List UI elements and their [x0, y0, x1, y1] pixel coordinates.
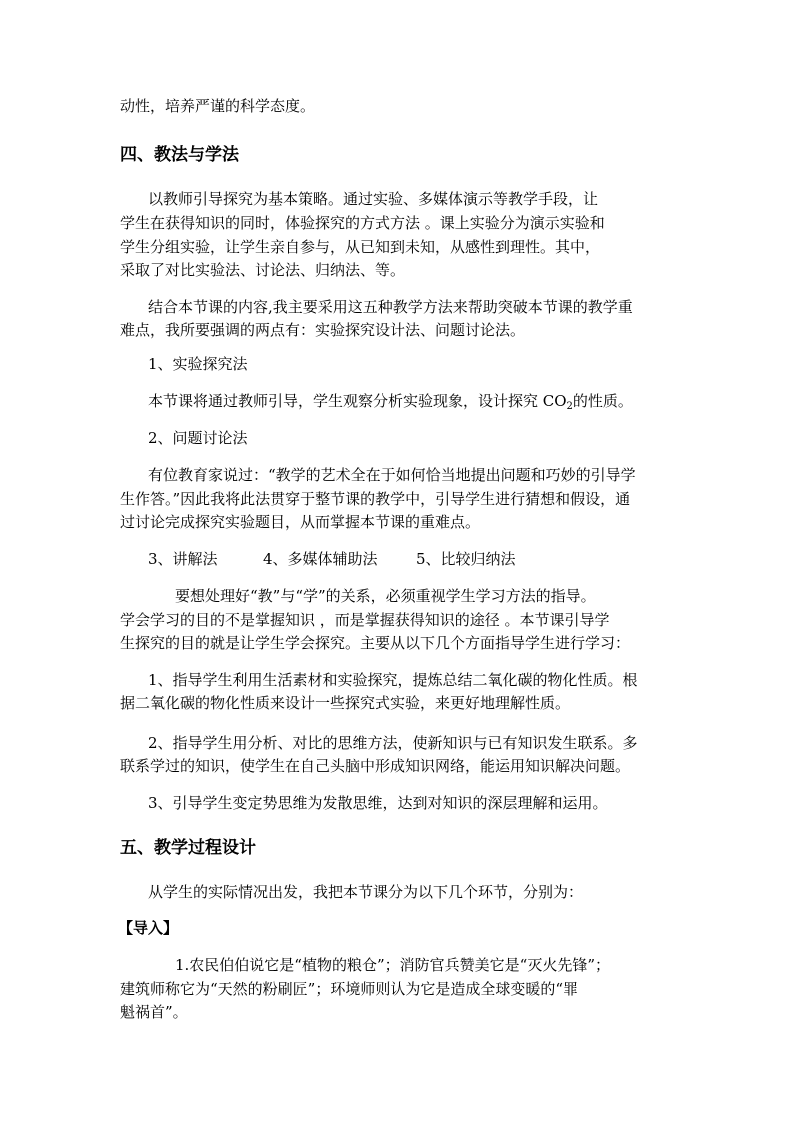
- text-line: 1、指导学生利用生活素材和实验探究，提炼总结二氧化碳的物化性质。根: [148, 671, 638, 689]
- text-line: 学生在获得知识的同时，体验探究的方式方法 。课上实验分为演示实验和: [120, 214, 605, 232]
- section-5-intro: 从学生的实际情况出发，我把本节课分为以下几个环节，分别为：: [148, 883, 584, 901]
- text-line: 生探究的目的就是让学生学会探究。主要从以下几个方面指导学生进行学习：: [120, 634, 631, 652]
- text-line: 魁祸首”。: [120, 1003, 188, 1021]
- text-line: 难点，我所要强调的两点有：实验探究设计法、问题讨论法。: [120, 321, 526, 339]
- text-line: 学生分组实验，让学生亲自参与，从已知到未知，从感性到理性。其中，: [120, 238, 601, 256]
- method-5: 5、比较归纳法: [416, 550, 516, 568]
- text-line: 生作答。”因此我将此法贯穿于整节课的教学中，引导学生进行猜想和假设，通: [120, 490, 631, 508]
- section-heading-4: 四、教法与学法: [120, 145, 239, 165]
- text-line: 建筑师称它为“天然的粉刷匠”；环境师则认为它是造成全球变暖的“罪: [120, 980, 579, 998]
- method-3: 3、讲解法: [148, 550, 218, 568]
- method-1-text: 本节课将通过教师引导，学生观察分析实验现象，设计探究 $CO_2$的性质。: [148, 392, 633, 412]
- intro-bracket-label: 【导入】: [118, 919, 179, 937]
- method-2-title: 2、问题讨论法: [148, 429, 248, 447]
- guidance-item-3: 3、引导学生变定势思维为发散思维，达到对知识的深层理解和运用。: [148, 794, 608, 812]
- text-line: 2、指导学生用分析、对比的思维方法，使新知识与已有知识发生联系。多: [148, 734, 638, 752]
- text-line: 采取了对比实验法、讨论法、归纳法、等。: [120, 261, 406, 279]
- text-line: 动性，培养严谨的科学态度。: [120, 97, 316, 115]
- text-line: 过讨论完成探究实验题目，从而掌握本节课的重难点。: [120, 513, 481, 531]
- text-line: 有位教育家说过：“教学的艺术全在于如何恰当地提出问题和巧妙的引导学: [148, 466, 636, 484]
- method-1-title: 1、实验探究法: [148, 355, 248, 373]
- text-line: 结合本节课的内容,我主要采用这五种教学方法来帮助突破本节课的教学重: [148, 298, 633, 316]
- text-line: 学会学习的目的不是掌握知识 ，而是掌握获得知识的途径 。本节课引导学: [120, 611, 610, 629]
- method-4: 4、多媒体辅助法: [263, 550, 378, 568]
- section-heading-5: 五、教学过程设计: [120, 838, 256, 858]
- text-line: 1.农民伯伯说它是“植物的粮仓”；消防官兵赞美它是“灭火先锋”；: [175, 956, 610, 974]
- text-line: 以教师引导探究为基本策略。通过实验、多媒体演示等教学手段，让: [148, 190, 599, 208]
- text-line: 要想处理好“教”与“学”的关系，必须重视学生学习方法的指导。: [175, 587, 596, 605]
- co2-subscript: 2: [566, 401, 573, 412]
- text-line: 联系学过的知识，使学生在自己头脑中形成知识网络，能运用知识解决问题。: [120, 757, 631, 775]
- text-line: 据二氧化碳的物化性质来设计一些探究式实验，来更好地理解性质。: [120, 694, 571, 712]
